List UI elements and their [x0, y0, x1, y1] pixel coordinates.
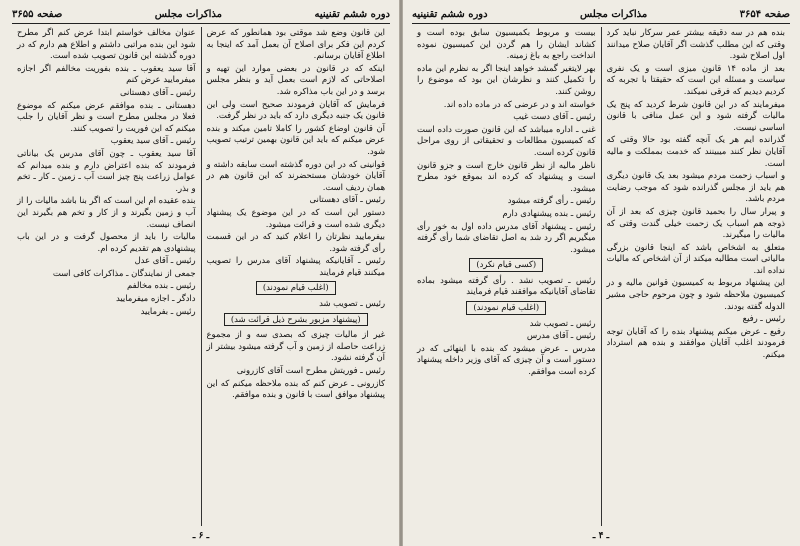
left-page-session: دوره ششم تقنینیه — [314, 8, 390, 20]
book-gutter — [399, 0, 403, 546]
paragraph — [207, 279, 386, 297]
left-page-title: مذاکرات مجلس — [154, 8, 223, 20]
paragraph: این قانون وضع شد موقتی بود همانطور که عرض کردم این فکر برای اصلاح آن بعمل آمد که اینجا به اطلاع آقایان برسانم. — [206, 27, 385, 61]
boxed-note: (کسی قیام نکرد) — [469, 258, 543, 272]
left-page-left-column — [12, 27, 201, 526]
right-page-title: مذاکرات مجلس — [580, 8, 648, 20]
paragraph: رئیس ـ بنده پیشنهادی دارم — [502, 207, 596, 218]
paragraph: رئیس ـ آقای دست غیب — [513, 111, 596, 122]
paragraph: قوانینی که در این دوره گذشته است سابقه داشته و آقایان خودشان مستحضرند که این قانون هم در همان ردیف است. — [206, 158, 385, 192]
paragraph: کازرونی ـ عرض کنم که بنده ملاحظه میکنم که این پیشنهاد موافق است با قانون و بنده موافقم. — [206, 377, 385, 400]
paragraph: بیست و مربوط بکمیسیون سابق بوده است و کشاند ایشان را هم گردن این کمیسیون نموده انداخت راجع به باغ زمینه. — [417, 27, 596, 61]
right-page-right-column — [602, 27, 791, 526]
paragraph: آن قانون اوضاع کشور را کاملا تامین میکند و بنده عرض میکنم که باید این قانون بهمین ترتیب تصویب شود. — [206, 122, 385, 156]
paragraph: رئیس ـ رفیع — [742, 313, 785, 324]
left-page-header — [12, 6, 390, 22]
paragraph: بعد از ماده ۱۴ قانون میزی است و یک نفری سیاست و مسئله این است که حقیقتا با تجربه که کردیم دیدیم که فرقی نمیکند. — [606, 62, 785, 96]
paragraph: فرمایش که آقایان فرمودند صحیح است ولی این قانون یک جنبه دیگری دارد که باید در نظر گرفت. — [206, 98, 385, 121]
left-page-footer: ـ ۶ ـ — [192, 531, 210, 541]
paragraph: بیفرمایید نظرتان را اعلام کنید که در این قسمت رأی گرفته شود. — [206, 231, 385, 253]
paragraph: اینکه که در قانون در بعضی موارد این تهیه و اصلاحاتی که لازم است بعمل آید و بنظر مجلس برسد و در این باب مذاکره شد. — [206, 62, 385, 96]
paragraph: و اسباب زحمت مردم میشود بعد یک قانون دیگری هم باید از مجلس گذرانده شود که موجب رضایت مردم باشد. — [606, 170, 785, 204]
right-page-session: دوره ششم تقنینیه — [412, 8, 488, 20]
paragraph: دستور این است که در این موضوع یک پیشنهاد دیگری شده است و قرائت میشود. — [206, 206, 385, 229]
right-page-columns — [412, 27, 790, 526]
right-page-column-divider — [601, 27, 602, 526]
paragraph: رئیس ـ آقای دهستانی — [309, 194, 385, 205]
paragraph: رئیس ـ تصویب شد — [529, 317, 596, 328]
paragraph: گذرانده ایم هر یک آنچه گفته بود حالا وقتی که آقایان نظر کنند میبینند که خدمت بمملکت و مالیه است. — [606, 134, 785, 168]
paragraph: رئیس ـ آقای مدرس — [526, 330, 596, 341]
boxed-note: (اغلب قیام نمودند) — [466, 301, 546, 315]
paragraph: دهستانی ـ بنده موافقم عرض میکنم که موضوع فعلا در مجلس مطرح است و نظر آقایان را جلب میکنم که این فوریت را تصویب کنند. — [17, 99, 196, 133]
paragraph: رئیس ـ آقای عدل — [134, 255, 196, 266]
paragraph: ناظر مالیه از نظر قانون خارج است و جزو قانون است و پیشنهاد که کرده اند بموقع خود مطرح میشود. — [417, 159, 596, 193]
left-page-number: صفحه ۳۶۵۵ — [12, 8, 63, 20]
paragraph: رئیس ـ تصویب نشد . رأی گرفته میشود بماده تقاضای آقایانیکه موافقند قیام فرمایند — [417, 274, 596, 297]
right-page-header-rule — [412, 23, 790, 24]
right-page-header — [412, 6, 790, 22]
paragraph: رئیس ـ آقای دهستانی — [120, 86, 196, 97]
paragraph: جمعی از نمایندگان ـ مذاکرات کافی است — [52, 267, 196, 278]
paragraph: رئیس ـ بفرمایید — [140, 305, 196, 316]
paragraph: رئیس ـ رأی گرفته میشود — [507, 195, 596, 206]
paragraph: غنی ـ اداره میباشد که این قانون صورت داده است که کمیسیون مطالعات و تحقیقاتی از روی مراحل قانون کرده است. — [417, 123, 596, 157]
paragraph: بنده عقیده ام این است که اگر بنا باشد مالیات را از آب و زمین بگیرند و از کار و تخم هم بگیرند این انصاف نیست. — [17, 195, 196, 229]
paragraph: رفیع ـ عرض میکنم پیشنهاد بنده را که آقایان توجه فرمودند اغلب آقایان موافقند و بنده هم استرداد میکنم. — [606, 325, 785, 360]
paragraph — [417, 299, 596, 317]
paragraph — [417, 256, 596, 274]
paragraph: رئیس ـ تصویب شد — [319, 298, 385, 309]
right-page-left-column — [412, 27, 601, 526]
paragraph: رئیس ـ بنده مخالفم — [127, 280, 196, 291]
paragraph: رئیس ـ آقایانیکه پیشنهاد آقای مدرس را تصویب میکنند قیام فرمایند — [206, 255, 385, 277]
paragraph: متعلق به اشخاص باشد که اینجا قانون بزرگی مالیاتی است مطالبه میکند از آن اشخاص که مالیات نداده اند. — [606, 241, 785, 275]
paragraph: بنده هم در سه دقیقه بیشتر عمر سرکار نباید کرد وقتی که این مطلب گذشت اگر آقایان صلاح میدانند اول اصلاح شود. — [606, 27, 785, 61]
paragraph: خواسته اند و در عرضی که در ماده داده اند. — [443, 98, 596, 109]
paragraph: بهر لایتغیر گمشد خواهد اینجا اگر به نظرم این ماده را تکمیل کنند و نظرشان این بود که موضوع را روشن کنند. — [417, 62, 596, 96]
paragraph: غیر از مالیات چیزی که بصدی سه و از مجموع زراعت حاصله از زمین و آب گرفته میشود بیشتر از آن گرفته نشود. — [206, 329, 385, 363]
paragraph: میفرمایند که در این قانون شرط کردید که پنج یک مالیات گرفته شود و این عمل منافی با قانون اساسی نیست. — [606, 98, 785, 132]
paragraph: رئیس ـ پیشنهاد آقای مدرس داده اول به خور رأی میگیریم اگر رد شد به اصل تقاضای شما رأی گرفته میشود. — [417, 220, 596, 254]
left-page — [4, 0, 398, 546]
paragraph: دادگر ـ اجازه میفرمایید — [116, 293, 196, 304]
left-page-header-rule — [12, 23, 390, 24]
right-page — [404, 0, 798, 546]
paragraph: این پیشنهاد مربوط به کمیسیون قوانین مالیه و در کمیسیون ملاحظه شود و چون مرحوم حاجی مشیر الدوله گفته بودند. — [606, 277, 785, 311]
paragraph — [207, 311, 386, 329]
right-page-number: صفحه ۳۶۵۴ — [739, 8, 790, 20]
paragraph: و پیرار سال را بحمید قانون چیزی که بعد از آن ذوجه هم اسباب یک زحمت خیلی گندت وقتی که مالیات را میگیرند. — [606, 205, 785, 240]
paragraph: آقا سید یعقوب ـ چون آقای مدرس یک بیاناتی فرمودند که بنده اعتراض دارم و بنده میدانم که عوامل زراعت پنج چیز است آب ـ زمین ـ کار ـ تخم و بذر. — [17, 147, 196, 193]
paragraph: رئیس ـ آقای سید یعقوب — [110, 135, 196, 146]
paragraph: رئیس ـ فوریتش مطرح است آقای کازرونی — [236, 365, 385, 376]
paragraph: مدرس ـ عرض میشود که بنده با اینهائی که در دستور است و آن چیزی که آقای وزیر داخله پیشنهاد کرده است موافقم. — [417, 342, 596, 377]
paragraph: مالیات را باید از محصول گرفت و در این باب پیشنهادی هم تقدیم کرده ام. — [17, 231, 196, 253]
boxed-note: (پیشنهاد مزبور بشرح ذیل قرائت شد) — [224, 313, 368, 327]
left-page-columns — [12, 27, 390, 526]
left-page-column-divider — [201, 27, 202, 526]
paragraph: عنوان مخالف خواستم ابتدا عرض کنم اگر مطرح شود این بنده مراتبی داشتم و اطلاع هم دارم که در دوره گذشته این قانون تصویب شده است. — [17, 27, 196, 61]
right-page-footer: ـ ۴ ـ — [592, 531, 610, 541]
boxed-note: (اغلب قیام نمودند) — [256, 281, 336, 295]
left-page-right-column — [202, 27, 391, 526]
paragraph: آقا سید یعقوب ـ بنده بفوریت مخالفم اگر اجازه میفرمایید عرض کنم — [17, 62, 196, 85]
